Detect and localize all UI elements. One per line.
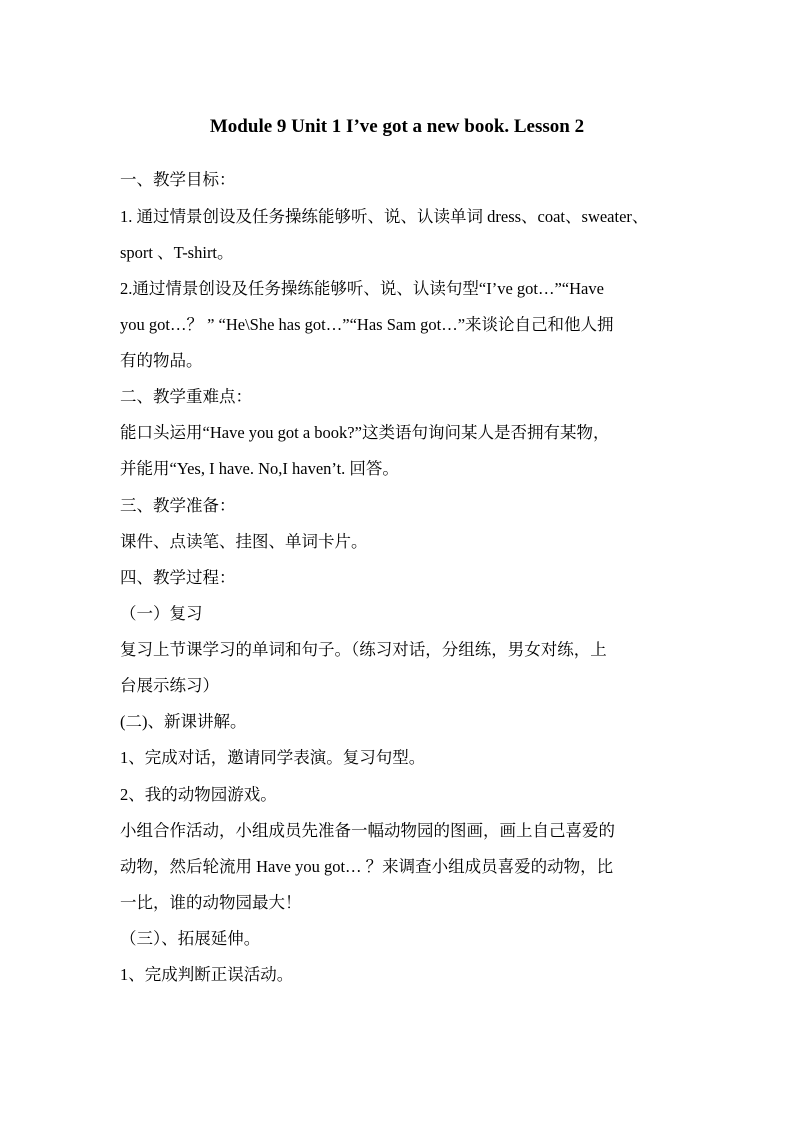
objective-1-line-2: sport 、T-shirt。: [120, 243, 234, 262]
objective-1-line-1: 1. 通过情景创设及任务操练能够听、说、认读单词 dress、coat、sweater、: [120, 207, 649, 226]
extension-step-1: 1、完成判断正误活动。: [120, 965, 294, 984]
zoo-game-line-1: 小组合作活动，小组成员先准备一幅动物园的图画，画上自己喜爱的: [120, 821, 615, 840]
key-points-line-2: 并能用“Yes, I have. No,I haven’t. 回答。: [120, 459, 399, 478]
section-heading-key-points: 二、教学重难点：: [120, 387, 252, 406]
section-heading-preparation: 三、教学准备：: [120, 496, 236, 515]
new-lesson-step-1: 1、完成对话，邀请同学表演。复习句型。: [120, 748, 426, 767]
zoo-game-line-2: 动物，然后轮流用 Have you got… ？来调查小组成员喜爱的动物，比: [120, 857, 614, 876]
new-lesson-step-2: 2、我的动物园游戏。: [120, 785, 277, 804]
objective-2-line-2: you got…？ ” “He\She has got…”“Has Sam got…”来谈论自己和他人拥: [120, 315, 614, 334]
subsection-extension: （三）、拓展延伸。: [120, 929, 261, 948]
zoo-game-line-3: 一比，谁的动物园最大！: [120, 893, 302, 912]
subsection-review: （一）复习: [120, 604, 203, 623]
section-heading-objectives: 一、教学目标：: [120, 170, 236, 189]
section-heading-process: 四、教学过程：: [120, 568, 236, 587]
key-points-line-1: 能口头运用“Have you got a book?”这类语句询问某人是否拥有某物，: [120, 423, 610, 442]
preparation-line: 课件、点读笔、挂图、单词卡片。: [120, 532, 368, 551]
objective-2-line-1: 2.通过情景创设及任务操练能够听、说、认读句型“I’ve got…”“Have: [120, 279, 604, 298]
review-line-1: 复习上节课学习的单词和句子。（练习对话，分组练，男女对练，上: [120, 640, 607, 659]
document-title: Module 9 Unit 1 I’ve got a new book. Lesson 2: [209, 116, 585, 137]
objective-2-line-3: 有的物品。: [120, 351, 203, 370]
review-line-2: 台展示练习）: [120, 676, 219, 695]
subsection-new-lesson: (二)、新课讲解。: [120, 712, 247, 731]
